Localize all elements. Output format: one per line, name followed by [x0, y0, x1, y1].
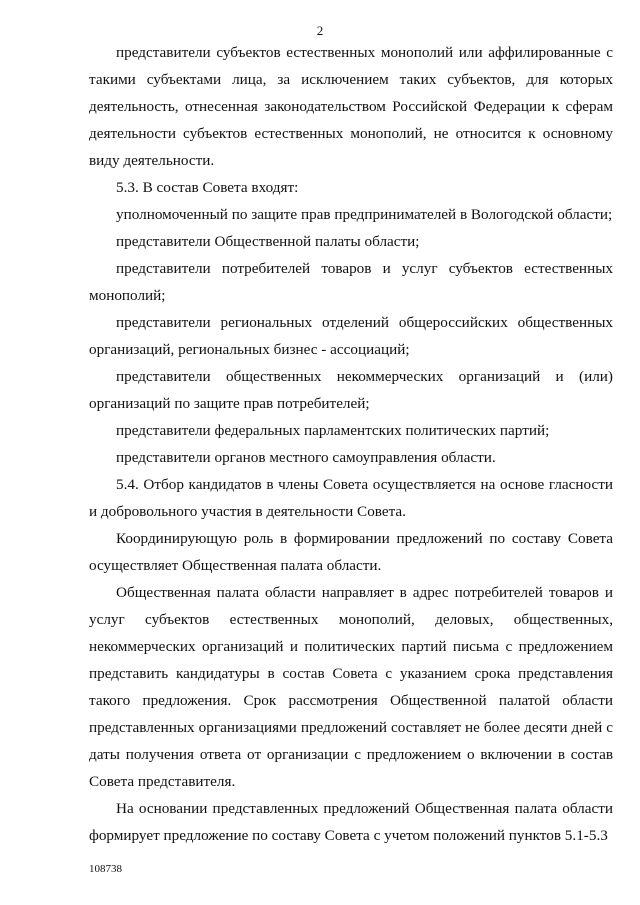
list-item-political-parties: представители федеральных парламентских политических партий; [116, 422, 550, 439]
list-item-nonprofits: представители общественных некоммерческих организаций и (или) организаций по защите прав потребителей; [89, 368, 613, 412]
document-code: 108738 [89, 863, 122, 875]
list-item-regional-branches: представители региональных отделений общероссийских общественных организаций, региональных бизнес - ассоциаций; [89, 314, 613, 358]
page-number: 2 [316, 23, 324, 38]
document-body [89, 39, 613, 849]
paragraph-5-4: 5.4. Отбор кандидатов в члены Совета осуществляется на основе гласности и добровольного участия в деятельности Совета. [89, 476, 613, 520]
paragraph-coordinating-role: Координирующую роль в формировании предложений по составу Совета осуществляет Общественная палата области. [89, 530, 613, 574]
paragraph-affiliated-representatives: представители субъектов естественных монополий или аффилированные с такими субъектами лица, за исключением таких субъектов, для которых деятельность, отнесенная законодательством Российской Федерации к сферам деятельности субъектов естественных монополий, не относится к основному виду деятельности. [89, 44, 613, 169]
paragraph-5-3-heading: 5.3. В состав Совета входят: [116, 179, 299, 196]
list-item-consumers: представители потребителей товаров и услуг субъектов естественных монополий; [89, 260, 613, 304]
list-item-public-chamber: представители Общественной палаты области; [116, 233, 420, 250]
list-item-local-government: представители органов местного самоуправления области. [116, 449, 496, 466]
list-item-business-ombudsman: уполномоченный по защите прав предпринимателей в Вологодской области; [116, 206, 613, 223]
paragraph-composition-proposal: На основании представленных предложений Общественная палата области формирует предложение по составу Совета с учетом положений пунктов 5.1-5.3 [89, 800, 613, 844]
paragraph-letters-procedure: Общественная палата области направляет в адрес потребителей товаров и услуг субъектов естественных монополий, деловых, общественных, некоммерческих организаций и политических партий письма с предложением представить кандидатуры в состав Совета с указанием срока представления такого предложения. Срок рассмотрения Общественной палатой области представленных организациями предложений составляет не более десяти дней с даты получения ответа от организации с предложением о включении в состав Совета представителя. [89, 584, 613, 790]
